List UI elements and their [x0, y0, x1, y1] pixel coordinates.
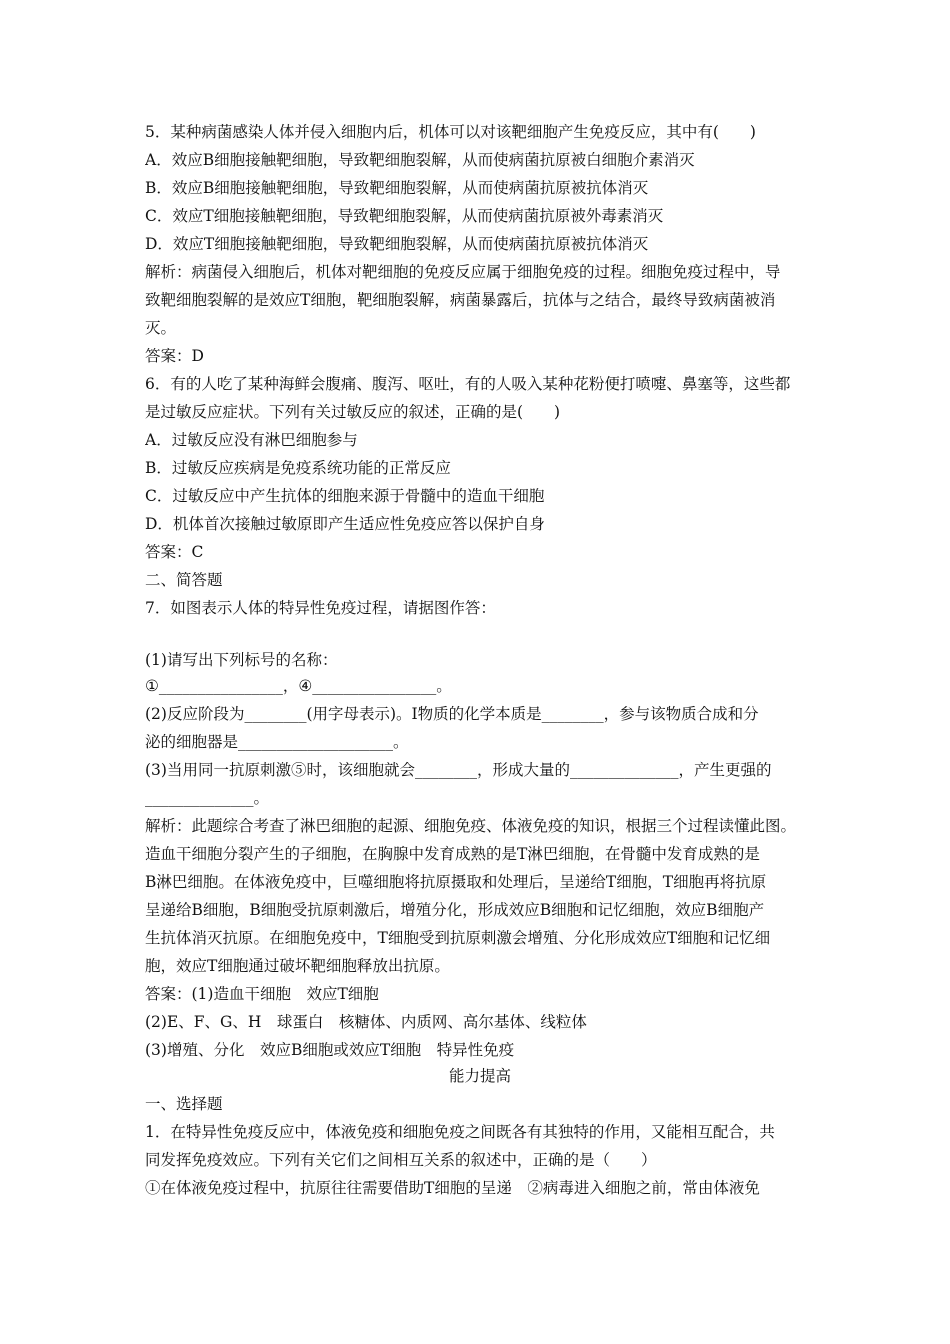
q7-analysis-line: 胞，效应T细胞通过破坏靶细胞释放出抗原。: [145, 957, 450, 975]
q5-answer: 答案：D: [145, 347, 204, 365]
q5-option-c: C．效应T细胞接触靶细胞，导致靶细胞裂解，从而使病菌抗原被外毒素消灭: [145, 207, 664, 225]
q6-option-b: B．过敏反应疾病是免疫系统功能的正常反应: [145, 459, 451, 477]
q7-analysis-line: 造血干细胞分裂产生的子细胞，在胸腺中发育成熟的是T淋巴细胞，在骨髓中发育成熟的是: [145, 845, 760, 863]
q7-stem: 7．如图表示人体的特异性免疫过程，请据图作答：: [145, 599, 496, 617]
q7-analysis-line: B淋巴细胞。在体液免疫中，巨噬细胞将抗原摄取和处理后，呈递给T细胞，T细胞再将抗原: [145, 873, 767, 891]
q7-sub1: (1)请写出下列标号的名称：: [145, 651, 338, 669]
section-heading-short-answer: 二、简答题: [145, 571, 223, 589]
q6-stem-line: 是过敏反应症状。下列有关过敏反应的叙述，正确的是( ): [145, 403, 561, 421]
q5-option-d: D．效应T细胞接触靶细胞，导致靶细胞裂解，从而使病菌抗原被抗体消灭: [145, 235, 649, 253]
section-title-ability: 能力提高: [448, 1067, 511, 1085]
q5-analysis-line: 解析：病菌侵入细胞后，机体对靶细胞的免疫反应属于细胞免疫的过程。细胞免疫过程中，导: [145, 263, 781, 281]
q5-option-b: B．效应B细胞接触靶细胞，导致靶细胞裂解，从而使病菌抗原被抗体消灭: [145, 179, 649, 197]
q7-analysis-line: 解析：此题综合考查了淋巴细胞的起源、细胞免疫、体液免疫的知识，根据三个过程读懂此图。: [145, 817, 797, 835]
q1-stem-line: ①在体液免疫过程中，抗原往往需要借助T细胞的呈递 ②病毒进入细胞之前，常由体液免: [145, 1179, 760, 1197]
q7-sub1-blanks: ①________________，④________________。: [145, 677, 452, 695]
q7-sub3-line: ______________。: [145, 789, 270, 807]
q5-option-a: A．效应B细胞接触靶细胞，导致靶细胞裂解，从而使病菌抗原被白细胞介素消灭: [145, 151, 695, 169]
q6-option-d: D．机体首次接触过敏原即产生适应性免疫应答以保护自身: [145, 515, 545, 533]
q1-stem-line: 1．在特异性免疫反应中，体液免疫和细胞免疫之间既各有其独特的作用，又能相互配合，共: [145, 1123, 775, 1141]
q7-answer-line: (3)增殖、分化 效应B细胞或效应T细胞 特异性免疫: [145, 1041, 515, 1059]
q5-analysis-line: 致靶细胞裂解的是效应T细胞，靶细胞裂解，病菌暴露后，抗体与之结合，最终导致病菌被消: [145, 291, 776, 309]
q6-option-c: C．过敏反应中产生抗体的细胞来源于骨髓中的造血干细胞: [145, 487, 545, 505]
q5-analysis-line: 灭。: [145, 319, 177, 337]
q7-answer-line: 答案：(1)造血干细胞 效应T细胞: [145, 985, 379, 1003]
q6-option-a: A．过敏反应没有淋巴细胞参与: [145, 431, 358, 449]
q7-answer-line: (2)E、F、G、H 球蛋白 核糖体、内质网、高尔基体、线粒体: [145, 1013, 587, 1031]
q6-answer: 答案：C: [145, 543, 204, 561]
q6-stem-line: 6．有的人吃了某种海鲜会腹痛、腹泻、呕吐，有的人吸入某种花粉便打喷嚏、鼻塞等，这些都: [145, 375, 791, 393]
q7-analysis-line: 呈递给B细胞，B细胞受抗原刺激后，增殖分化，形成效应B细胞和记忆细胞，效应B细胞产: [145, 901, 765, 919]
q7-sub3-line: (3)当用同一抗原刺激⑤时，该细胞就会________，形成大量的______________，产生更强的: [145, 761, 772, 779]
q5-stem: 5．某种病菌感染人体并侵入细胞内后，机体可以对该靶细胞产生免疫反应，其中有( ): [145, 123, 756, 141]
q1-stem-line: 同发挥免疫效应。下列有关它们之间相互关系的叙述中，正确的是（ ）: [145, 1151, 657, 1169]
section-heading-choice: 一、选择题: [145, 1095, 223, 1113]
q7-analysis-line: 生抗体消灭抗原。在细胞免疫中，T细胞受到抗原刺激会增殖、分化形成效应T细胞和记忆细: [145, 929, 771, 947]
q7-sub2-line: (2)反应阶段为________(用字母表示)。I物质的化学本质是________，参与该物质合成和分: [145, 705, 759, 723]
q7-sub2-line: 泌的细胞器是____________________。: [145, 733, 409, 751]
